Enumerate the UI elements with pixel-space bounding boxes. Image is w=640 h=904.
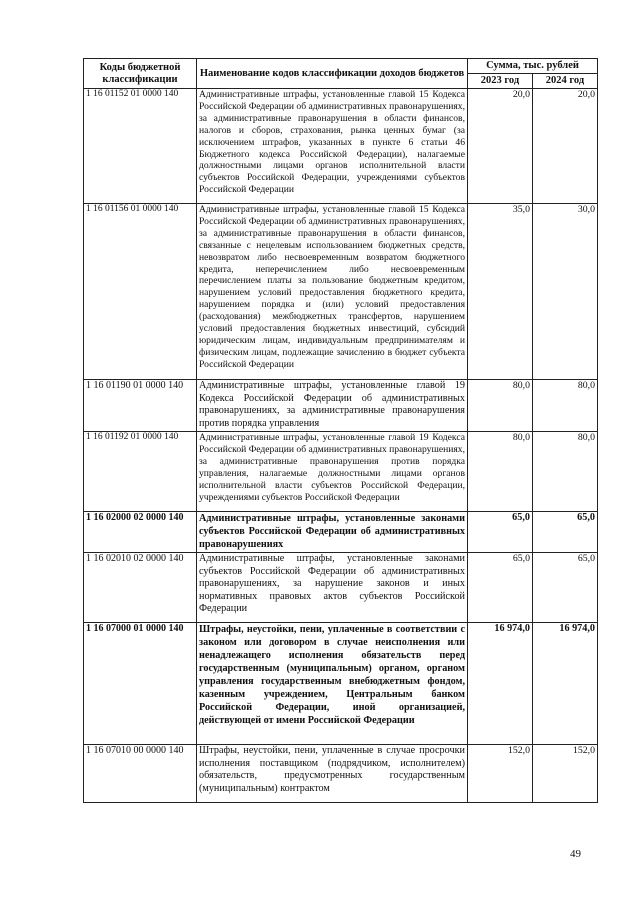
row-amount-2023: 35,0 [468,204,533,380]
row-amount-2023: 152,0 [468,745,533,803]
table-row [84,204,598,380]
table-row [84,745,598,803]
row-amount-2023: 65,0 [468,553,533,623]
row-name: Административные штрафы, установленные главой 19 Кодекса Российской Федерации об административных правонарушениях, за административные правонарушения против порядка управления, налагаемые должностными лицами органов исполнительной власти субъектов Российской Федерации, учреждениями субъектов Российской Федерации [197,432,468,512]
row-name: Административные штрафы, установленные главой 15 Кодекса Российской Федерации об административных правонарушениях, за административные правонарушения в области финансов, связанные с нецелевым использованием бюджетных средств, невозвратом либо несвоевременным возвратом бюджетного кредита, неперечислением либо несвоевременным перечислением платы за пользование бюджетным кредитом, нарушением условий предоставления бюджетного кредита, нарушением порядка и (или) условий предоставления (расходования) межбюджетных трансфертов, нарушением условий предоставления бюджетных инвестиций, субсидий юридическим лицам, индивидуальным предпринимателям и физическим лицам, подлежащие зачислению в бюджет субъекта Российской Федерации [197,204,468,380]
table-row [84,512,598,553]
table-row [84,89,598,204]
row-code: 1 16 07000 01 0000 140 [84,623,197,745]
row-code: 1 16 02000 02 0000 140 [84,512,197,553]
budget-revenue-table [83,58,598,803]
table-row [84,380,598,432]
table-row [84,553,598,623]
table-row [84,623,598,745]
row-code: 1 16 01192 01 0000 140 [84,432,197,512]
row-amount-2023: 65,0 [468,512,533,553]
row-code: 1 16 01152 01 0000 140 [84,89,197,204]
row-amount-2023: 80,0 [468,432,533,512]
row-code: 1 16 02010 02 0000 140 [84,553,197,623]
row-name: Административные штрафы, установленные главой 19 Кодекса Российской Федерации об административных правонарушениях, за административные правонарушения против порядка управления [197,380,468,432]
row-amount-2024: 152,0 [533,745,598,803]
row-name: Штрафы, неустойки, пени, уплаченные в случае просрочки исполнения поставщиком (подрядчиком, исполнителем) обязательств, предусмотренных государственным (муниципальным) контрактом [197,745,468,803]
row-amount-2024: 65,0 [533,512,598,553]
row-amount-2023: 20,0 [468,89,533,204]
row-name: Штрафы, неустойки, пени, уплаченные в соответствии с законом или договором в случае неисполнения или ненадлежащего исполнения обязательств перед государственным (муниципальным) органом, органом управления государственным внебюджетным фондом, казенным учреждением, Центральным банком Российской Федерации, иной организацией, действующей от имени Российской Федерации [197,623,468,745]
header-codes: Коды бюджетной классификации [84,59,197,89]
row-name: Административные штрафы, установленные главой 15 Кодекса Российской Федерации об административных правонарушениях, за административные правонарушения в области финансов, налогов и сборов, страхования, рынка ценных бумаг (за исключением штрафов, указанных в пункте 6 статьи 46 Бюджетного кодекса Российской Федерации), налагаемые должностными лицами органов исполнительной власти субъектов Российской Федерации, учреждениями субъектов Российской Федерации [197,89,468,204]
row-amount-2023: 16 974,0 [468,623,533,745]
header-names: Наименование кодов классификации доходов бюджетов [197,59,468,89]
row-name: Административные штрафы, установленные законами субъектов Российской Федерации об административных правонарушениях, за нарушение законов и иных нормативных правовых актов субъектов Российской Федерации [197,553,468,623]
row-amount-2024: 30,0 [533,204,598,380]
header-year-2023: 2023 год [468,74,533,89]
row-amount-2024: 20,0 [533,89,598,204]
row-amount-2024: 80,0 [533,432,598,512]
page-number: 49 [570,848,581,860]
row-amount-2024: 16 974,0 [533,623,598,745]
row-amount-2024: 65,0 [533,553,598,623]
row-amount-2024: 80,0 [533,380,598,432]
table-row [84,432,598,512]
header-sum: Сумма, тыс. рублей [468,59,598,74]
row-name: Административные штрафы, установленные законами субъектов Российской Федерации об административных правонарушениях [197,512,468,553]
row-code: 1 16 07010 00 0000 140 [84,745,197,803]
row-amount-2023: 80,0 [468,380,533,432]
header-year-2024: 2024 год [533,74,598,89]
row-code: 1 16 01190 01 0000 140 [84,380,197,432]
row-code: 1 16 01156 01 0000 140 [84,204,197,380]
